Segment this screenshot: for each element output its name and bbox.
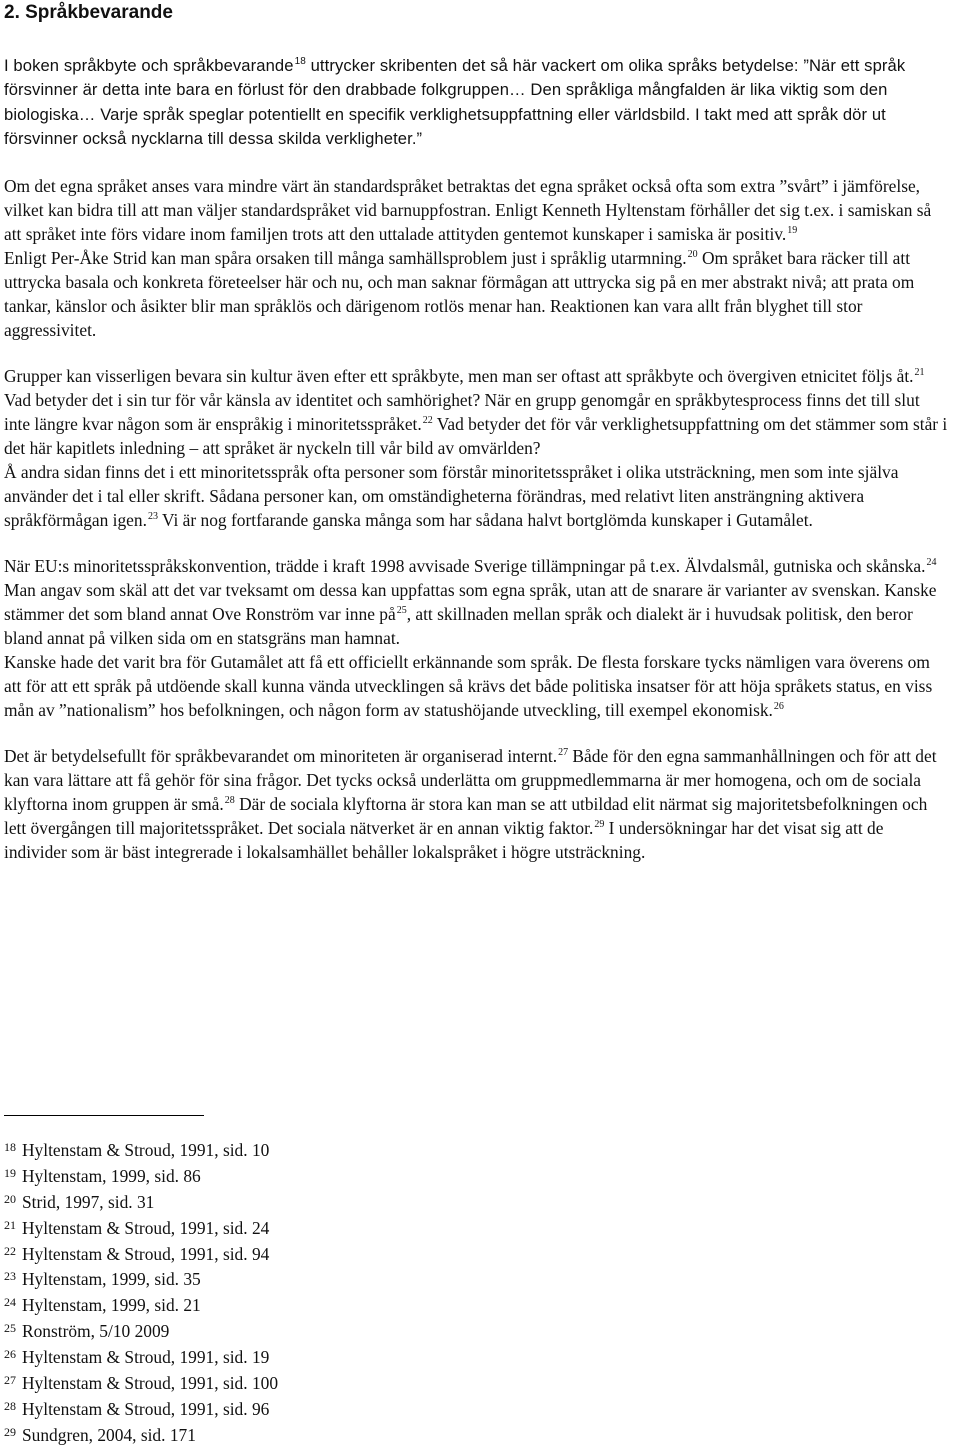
footnote (4, 1342, 278, 1368)
paragraph-text: Grupper kan visserligen bevara sin kultur även efter ett språkbyte, men man ser oftast att språkbyte och övergiven etnicitet följs åt. (4, 365, 914, 386)
footnote-ref[interactable]: 24 (926, 556, 937, 568)
footnote-ref[interactable]: 27 (558, 746, 569, 758)
paragraph-text: Vi är nog fortfarande ganska många som har sådana halvt bortglömda kunskaper i Gutamålet. (157, 509, 813, 530)
footnote-number: 18 (4, 1140, 16, 1154)
paragraph (4, 460, 950, 532)
paragraph-text: I undersökningar har det visat sig att de individer som är bäst integrerade i lokalsamhället behåller lokalspråket i högre utsträckning. (4, 817, 884, 862)
footnote-text: Hyltenstam & Stroud, 1991, sid. 100 (22, 1373, 279, 1394)
paragraph (4, 744, 950, 864)
body-text (4, 54, 950, 864)
footnote-ref[interactable]: 25 (396, 604, 407, 616)
footnote-ref[interactable]: 29 (594, 818, 605, 830)
footnote (4, 1161, 278, 1187)
footnote-number: 24 (4, 1295, 16, 1310)
footnotes (4, 1135, 278, 1446)
paragraph-text: Där de sociala klyftorna är stora kan man se att utbildad elit närmat sig majoritetsbefolkningen och lett övergången till majoritetsspråket. Det sociala nätverket är en annan viktig faktor. (4, 793, 928, 838)
paragraph-text: Vad betyder det i sin tur för vår känsla av identitet och samhörighet? När en grupp genomgår en språkbytesprocess finns det till slut inte längre kvar någon som är enspråkig i minoritetsspråket. (4, 389, 920, 434)
footnote-ref[interactable]: 19 (787, 224, 798, 236)
paragraph (4, 650, 950, 722)
footnote-number: 26 (4, 1347, 16, 1362)
paragraph-text: Å andra sidan finns det i ett minoritetsspråk ofta personer som förstår minoritetsspråket i olika utsträckning, men som inte själva använder det i tal eller skrift. Sådana personer kan, om omständigheterna förändras, med relativt liten ansträngning aktivera språkförmågan igen. (4, 461, 899, 530)
footnote (4, 1264, 278, 1290)
paragraph (4, 54, 950, 152)
paragraph-text: Kanske hade det varit bra för Gutamålet att få ett officiellt erkännande som språk. De flesta forskare tycks nämligen vara överens om att för att ett språk på utdöende skall kunna vända utvecklingen så krävs det både politiska insatser för att höja språkets status, en viss mån av ”nationalism” hos befolkningen, och någon form av statushöjande utveckling, till exempel ekonomisk. (4, 651, 933, 720)
footnote-number: 28 (4, 1398, 16, 1413)
paragraph-text: I boken språkbyte och språkbevarande (4, 56, 294, 75)
footnote (4, 1316, 278, 1342)
footnote-number: 20 (4, 1191, 16, 1206)
footnote-text: Hyltenstam & Stroud, 1991, sid. 24 (22, 1217, 270, 1238)
section-heading: 2. Språkbevarande (4, 2, 173, 23)
footnote-ref[interactable]: 20 (687, 248, 698, 260)
paragraph (4, 246, 950, 342)
footnote-number: 19 (4, 1165, 16, 1180)
footnote-ref[interactable]: 26 (773, 700, 784, 712)
paragraph-text: Enligt Per-Åke Strid kan man spåra orsaken till många samhällsproblem just i språklig utarmning. (4, 247, 687, 268)
footnote-text: Hyltenstam & Stroud, 1991, sid. 96 (22, 1398, 270, 1419)
paragraph-text: uttrycker skribenten det så här vackert om olika språks betydelse: ”När ett språk försvinner är detta inte bara en förlust för den drabbade folkgruppen… Den språkliga mångfalden är lika viktig som den biologiska… Varje språk speglar potentiellt en specifik verklighetsuppfattning eller världsbild. I takt med att språk dör ut försvinner också nycklarna till dessa skilda verkligheter.” (4, 56, 906, 149)
footnote (4, 1239, 278, 1265)
footnote-separator (4, 1115, 204, 1116)
footnote-text: Hyltenstam & Stroud, 1991, sid. 10 (22, 1140, 270, 1160)
footnote-ref[interactable]: 21 (914, 366, 925, 378)
paragraph-text: Det är betydelsefullt för språkbevarandet om minoriteten är organiserad internt. (4, 745, 558, 766)
footnote-text: Hyltenstam & Stroud, 1991, sid. 94 (22, 1243, 270, 1264)
footnote (4, 1290, 278, 1316)
footnote-number: 27 (4, 1373, 16, 1388)
footnote (4, 1187, 278, 1213)
footnote-ref[interactable]: 18 (294, 56, 306, 67)
footnote-number: 25 (4, 1321, 16, 1336)
footnote-number: 22 (4, 1243, 16, 1258)
footnote-text: Sundgren, 2004, sid. 171 (22, 1424, 196, 1445)
paragraph-text: Om språket bara räcker till att uttrycka basala och konkreta företeelser här och nu, och man saknar förmågan att uttrycka sig på en mer abstrakt nivå; att prata om tankar, känslor och åsikter blir man språklös och därigenom rotlös menar han. Reaktionen kan vara allt från blyghet till stor aggressivitet. (4, 247, 915, 340)
footnote-ref[interactable]: 22 (422, 414, 433, 426)
paragraph-text: Vad betyder det för vår verklighetsuppfattning om det stämmer som står i det här kapitlets inledning – att språket är nyckeln till vår bild av omvärlden? (4, 413, 948, 458)
paragraph (4, 174, 950, 246)
footnote-number: 29 (4, 1424, 16, 1439)
footnote-ref[interactable]: 28 (224, 794, 235, 806)
footnote (4, 1135, 278, 1161)
footnote-text: Hyltenstam, 1999, sid. 35 (22, 1269, 201, 1290)
paragraph (4, 554, 950, 650)
footnote (4, 1213, 278, 1239)
footnote-ref[interactable]: 23 (147, 510, 158, 522)
footnote-text: Ronström, 5/10 2009 (22, 1321, 170, 1342)
footnote-text: Hyltenstam, 1999, sid. 86 (22, 1165, 201, 1186)
paragraph-text: , att skillnaden mellan språk och dialekt är i huvudsak politisk, den beror bland annat på vilken sida om en statsgräns man hamnat. (4, 603, 913, 648)
footnote (4, 1394, 278, 1420)
footnote-number: 23 (4, 1269, 16, 1284)
paragraph (4, 364, 950, 460)
paragraph-text: Om det egna språket anses vara mindre värt än standardspråket betraktas det egna språket också ofta som extra ”svårt” i jämförelse, vilket kan bidra till att man väljer standardspråket vid barnuppfostran. Enligt Kenneth Hyltenstam förhåller det sig t.ex. i samiskan så att språket inte förs vidare inom familjen trots att den uttalade attityden gentemot kunskaper i samiska är positiv. (4, 175, 932, 244)
footnote-text: Strid, 1997, sid. 31 (22, 1191, 155, 1212)
footnote-text: Hyltenstam, 1999, sid. 21 (22, 1295, 201, 1316)
paragraph-text: Man angav som skäl att det var tveksamt om dessa kan uppfattas som egna språk, utan att de snarare är varianter av svenskan. Kanske stämmer det som bland annat Ove Ronström var inne på (4, 579, 937, 624)
paragraph-text: När EU:s minoritetsspråkskonvention, trädde i kraft 1998 avvisade Sverige tillämpningar på t.ex. Älvdalsmål, gutniska och skånska. (4, 555, 926, 576)
footnote-number: 21 (4, 1217, 16, 1232)
paragraph-text: Både för den egna sammanhållningen och för att det kan vara lättare att få gehör för sina frågor. Det tycks också underlätta om gruppmedlemmarna är mer homogena, och om de sociala klyftorna inom gruppen är små. (4, 745, 937, 814)
footnote (4, 1420, 278, 1446)
footnote-text: Hyltenstam & Stroud, 1991, sid. 19 (22, 1347, 270, 1368)
footnote (4, 1368, 278, 1394)
